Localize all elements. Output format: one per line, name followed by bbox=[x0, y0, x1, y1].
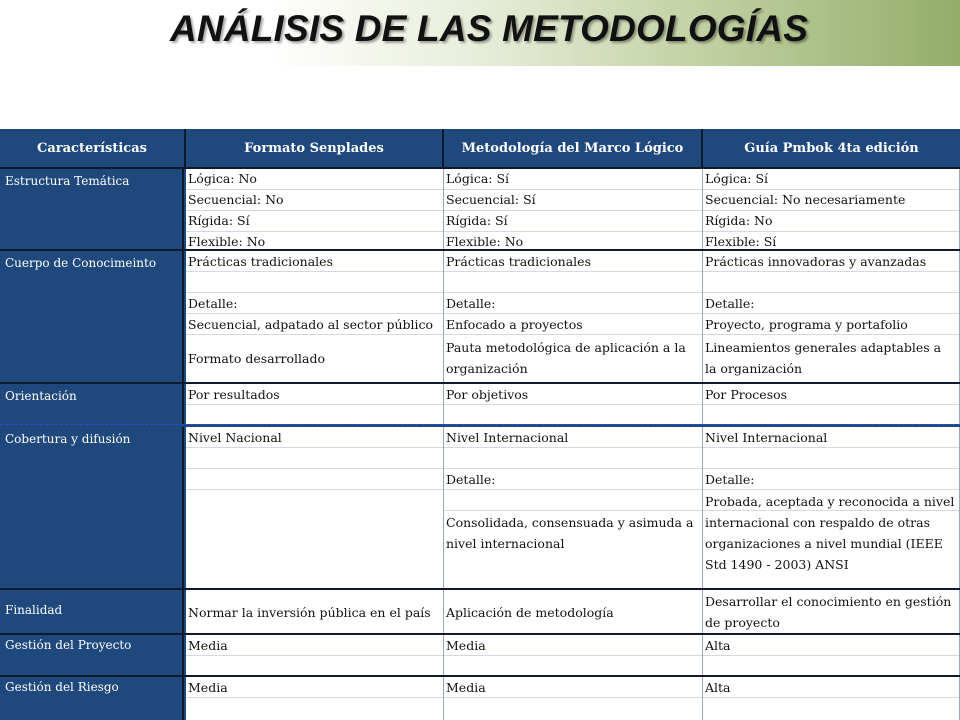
cell-senplades bbox=[186, 677, 444, 720]
cell-text: Probada, aceptada y reconocida a nivel internacional con respaldo de otras organizaciones a nivel mundial (IEEE Std 1490 - 2003) ANSI bbox=[705, 494, 955, 572]
row-estructura-tematica bbox=[0, 169, 960, 249]
cell-text: Rígida: No bbox=[705, 213, 773, 228]
cell-text: Rígida: Sí bbox=[446, 213, 508, 228]
cell-marco-logico bbox=[444, 635, 703, 675]
cell-senplades bbox=[186, 590, 444, 633]
row-orientacion bbox=[0, 384, 960, 424]
row-gestion-proyecto bbox=[0, 635, 960, 675]
cell-text: Por Procesos bbox=[705, 387, 788, 402]
cell-text: Enfocado a proyectos bbox=[446, 317, 583, 332]
cell-text: Media bbox=[188, 638, 228, 653]
cell-marco-logico bbox=[444, 251, 703, 382]
cell-marco-logico bbox=[444, 590, 703, 633]
row-cuerpo-conocimiento bbox=[0, 251, 960, 382]
cell-text: Alta bbox=[705, 680, 731, 695]
category-label: Orientación bbox=[0, 384, 184, 424]
cell-pmbok bbox=[703, 635, 960, 675]
cell-text: Aplicación de metodología bbox=[446, 605, 614, 620]
row-gestion-riesgo bbox=[0, 677, 960, 720]
cell-text: Por objetivos bbox=[446, 387, 529, 402]
cell-text: Secuencial: Sí bbox=[446, 192, 536, 207]
cell-text: Flexible: Sí bbox=[705, 234, 777, 249]
cell-text: Lógica: Sí bbox=[705, 171, 769, 186]
cell-pmbok bbox=[703, 251, 960, 382]
cell-pmbok bbox=[703, 427, 960, 588]
page-title: ANÁLISIS DE LAS METODOLOGÍAS bbox=[170, 8, 809, 49]
cell-text: Nivel Nacional bbox=[188, 430, 282, 445]
cell-text: Detalle: bbox=[446, 296, 496, 311]
cell-senplades bbox=[186, 427, 444, 588]
cell-marco-logico bbox=[444, 427, 703, 588]
category-label: Cobertura y difusión bbox=[0, 427, 184, 588]
cell-text: Normar la inversión pública en el país bbox=[188, 605, 431, 620]
cell-text: Alta bbox=[705, 638, 731, 653]
cell-text: Prácticas innovadoras y avanzadas bbox=[705, 254, 927, 269]
cell-text: Formato desarrollado bbox=[188, 351, 326, 366]
row-cobertura-difusion bbox=[0, 427, 960, 588]
cell-text: Secuencial: No necesariamente bbox=[705, 192, 906, 207]
cell-text: Lógica: No bbox=[188, 171, 257, 186]
cell-pmbok bbox=[703, 169, 960, 249]
row-finalidad bbox=[0, 590, 960, 633]
header-formato-senplades: Formato Senplades bbox=[186, 129, 444, 167]
cell-text: Nivel Internacional bbox=[705, 430, 828, 445]
cell-marco-logico bbox=[444, 384, 703, 424]
category-label: Gestión del Riesgo bbox=[0, 677, 184, 720]
cell-text: Prácticas tradicionales bbox=[188, 254, 333, 269]
cell-text: Detalle: bbox=[188, 296, 238, 311]
cell-text: Proyecto, programa y portafolio bbox=[705, 317, 908, 332]
cell-pmbok bbox=[703, 677, 960, 720]
cell-text: Detalle: bbox=[705, 472, 755, 487]
header-caracteristicas: Características bbox=[0, 129, 186, 167]
cell-text: Lógica: Sí bbox=[446, 171, 510, 186]
category-label: Gestión del Proyecto bbox=[0, 635, 184, 675]
cell-text: Media bbox=[446, 638, 486, 653]
cell-text: Media bbox=[188, 680, 228, 695]
cell-text: Detalle: bbox=[705, 296, 755, 311]
cell-text: Lineamientos generales adaptables a la organización bbox=[705, 340, 942, 376]
cell-text: Media bbox=[446, 680, 486, 695]
cell-text: Consolidada, consensuada y asimuda a nivel internacional bbox=[446, 515, 694, 551]
cell-text: Rígida: Sí bbox=[188, 213, 250, 228]
cell-text: Nivel Internacional bbox=[446, 430, 569, 445]
cell-marco-logico bbox=[444, 169, 703, 249]
cell-pmbok bbox=[703, 384, 960, 424]
header-marco-logico: Metodología del Marco Lógico bbox=[444, 129, 703, 167]
cell-text: Por resultados bbox=[188, 387, 280, 402]
cell-text: Flexible: No bbox=[188, 234, 266, 249]
cell-text: Detalle: bbox=[446, 472, 496, 487]
cell-senplades bbox=[186, 251, 444, 382]
category-label: Estructura Temática bbox=[0, 169, 184, 249]
cell-text: Secuencial: No bbox=[188, 192, 284, 207]
cell-marco-logico bbox=[444, 677, 703, 720]
category-label: Finalidad bbox=[0, 590, 184, 633]
cell-text: Desarrollar el conocimiento en gestión de proyecto bbox=[705, 594, 952, 630]
dashed-separator bbox=[0, 424, 960, 425]
cell-senplades bbox=[186, 635, 444, 675]
cell-text: Prácticas tradicionales bbox=[446, 254, 591, 269]
cell-text: Pauta metodológica de aplicación a la organización bbox=[446, 340, 686, 376]
header-pmbok: Guía Pmbok 4ta edición bbox=[703, 129, 960, 167]
cell-senplades bbox=[186, 384, 444, 424]
category-label: Cuerpo de Conocimeinto bbox=[0, 251, 184, 382]
cell-pmbok bbox=[703, 590, 960, 633]
title-banner bbox=[0, 0, 960, 66]
comparison-table bbox=[0, 129, 960, 720]
cell-senplades bbox=[186, 169, 444, 249]
cell-text: Secuencial, adpatado al sector público bbox=[188, 317, 434, 332]
cell-text: Flexible: No bbox=[446, 234, 524, 249]
